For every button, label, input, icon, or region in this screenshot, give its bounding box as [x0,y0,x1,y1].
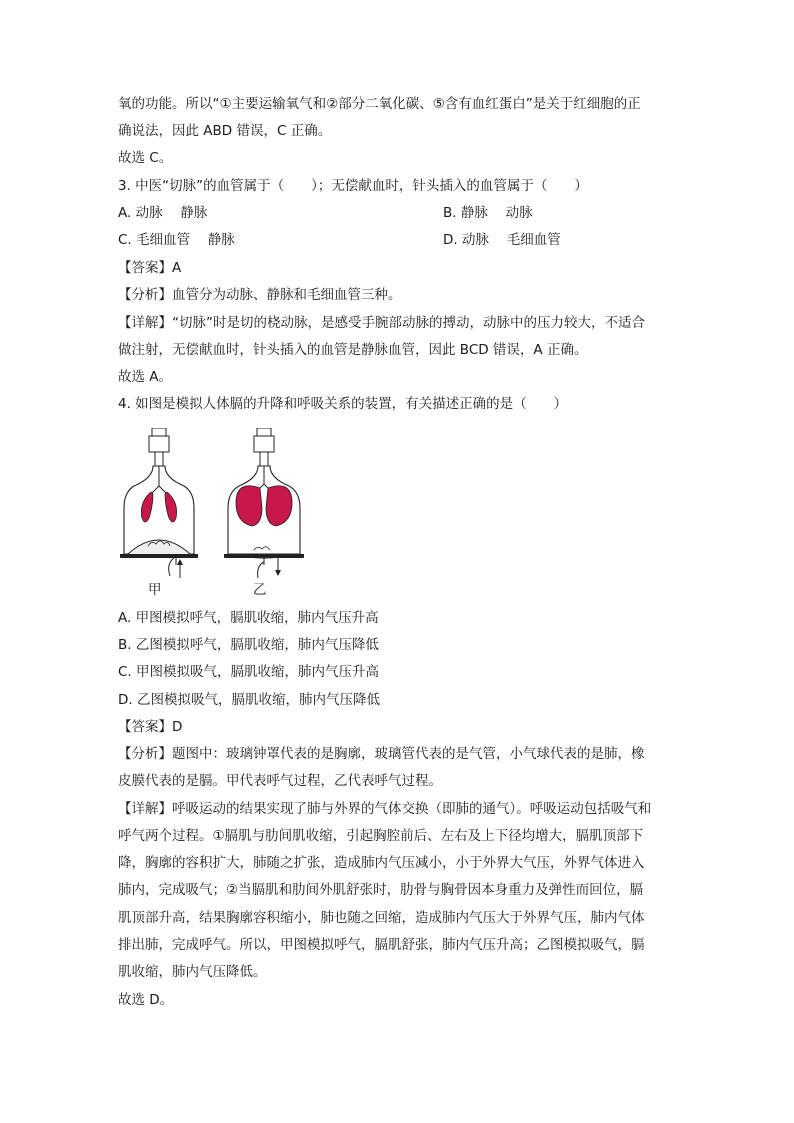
q4-stem: 4. 如图是模拟人体膈的升降和呼吸关系的装置，有关描述正确的是（ ） [118,396,568,412]
q2-explanation-line-2: 确说法，因此 ABD 错误，C 正确。 [118,123,332,139]
q4-detail-line-3: 降，胸廓的容积扩大，肺随之扩张，造成肺内气压减小，小于外界大气压，外界气体进入 [118,855,645,871]
q3-detail-line-1: 【详解】“切脉”时是切的桡动脉，是感受手腕部动脉的搏动，动脉中的压力较大，不适合 [118,315,645,331]
q3-stem: 3. 中医“切脉”的血管属于（ ）；无偿献血时，针头插入的血管属于（ ） [118,178,588,194]
lung-right-balloon [266,486,292,526]
figure-label-yi: 乙 [253,582,267,598]
q4-detail-line-7: 肌收缩，肺内气压降低。 [118,964,267,980]
q3-option-b: B. 静脉 动脉 [443,205,533,221]
q4-option-c: C. 甲图模拟吸气，膈肌收缩，肺内气压升高 [118,664,380,680]
lung-right-balloon [165,492,177,522]
q3-conclusion: 故选 A。 [118,369,173,385]
q4-analysis-line-1: 【分析】题图中：玻璃钟罩代表的是胸廓，玻璃管代表的是气管，小气球代表的是肺，橡 [118,746,645,762]
lung-left-balloon [141,492,153,522]
figure-label-jia: 甲 [148,582,162,598]
q3-option-a: A. 动脉 静脉 [118,205,208,221]
bell-jar-left [120,428,198,578]
q4-detail-line-4: 肺内，完成吸气；②当膈肌和肋间外肌舒张时，肋骨与胸骨因本身重力及弹性而回位，膈 [118,882,644,898]
q4-option-d: D. 乙图模拟吸气，膈肌收缩，肺内气压降低 [118,692,380,708]
q2-explanation-line-1: 氧的功能。所以“①主要运输氧气和②部分二氧化碳、⑤含有血红蛋白”是关于红细胞的正 [118,96,641,112]
q3-option-d: D. 动脉 毛细血管 [443,232,561,248]
q4-detail-line-1: 【详解】呼吸运动的结果实现了肺与外界的气体交换（即肺的通气）。呼吸运动包括吸气和 [118,801,652,817]
q4-detail-line-5: 肌顶部升高，结果胸廓容积缩小，肺也随之回缩，造成肺内气压大于外界气压，肺内气体 [118,910,645,926]
q4-analysis-line-2: 皮膜代表的是膈。甲代表呼气过程，乙代表呼气过程。 [118,773,442,789]
q2-conclusion: 故选 C。 [118,150,173,166]
q4-detail-line-6: 排出肺，完成呼气。所以，甲图模拟呼气，膈肌舒张，肺内气压升高；乙图模拟吸气，膈 [118,937,645,953]
q3-answer: 【答案】A [118,260,182,276]
q3-detail-line-2: 做注射，无偿献血时，针头插入的血管是静脉血管，因此 BCD 错误，A 正确。 [118,342,588,358]
q3-option-c: C. 毛细血管 静脉 [118,232,235,248]
q4-answer: 【答案】D [118,719,183,735]
bell-jar-right [224,428,304,578]
q4-detail-line-2: 呼气两个过程。①膈肌与肋间肌收缩，引起胸腔前后、左右及上下径均增大，膈肌顶部下 [118,828,644,844]
q4-figure [118,428,318,600]
q4-option-a: A. 甲图模拟呼气，膈肌收缩，肺内气压升高 [118,610,379,626]
q4-conclusion: 故选 D。 [118,992,174,1008]
bell-jar-diagram [118,428,318,578]
q4-option-b: B. 乙图模拟呼气，膈肌收缩，肺内气压降低 [118,637,379,653]
q3-analysis: 【分析】血管分为动脉、静脉和毛细血管三种。 [118,287,402,303]
diaphragm-membrane [128,540,190,554]
lung-left-balloon [236,486,262,526]
